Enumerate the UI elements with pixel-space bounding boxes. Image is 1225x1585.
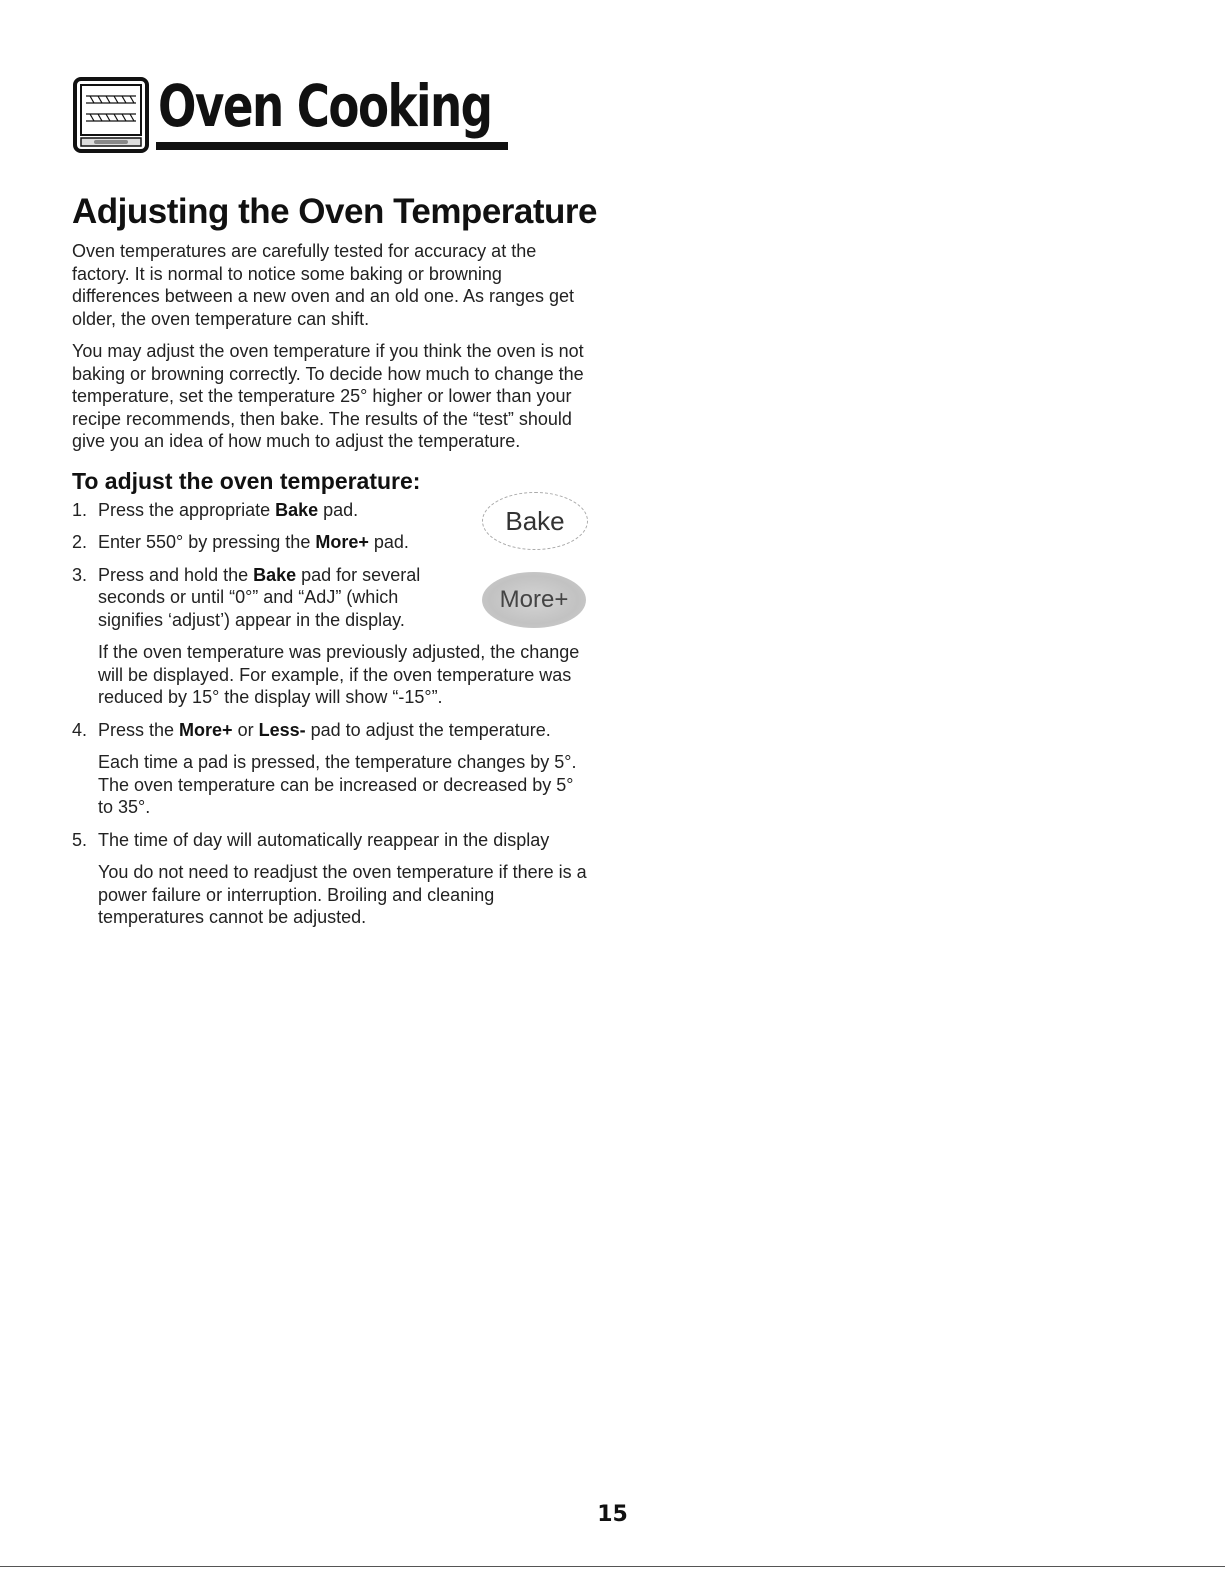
- more-pad: More+: [482, 572, 586, 628]
- step-note: Each time a pad is pressed, the temperature changes by 5°. The oven temperature can be increased or decreased by 5° to 35°.: [98, 752, 577, 817]
- header-title: Oven Cooking: [158, 72, 492, 140]
- intro-paragraph: Oven temperatures are carefully tested for accuracy at the factory. It is normal to notice some baking or browning differences between a new oven and an old one. As ranges get older, the oven temperature can shift.: [72, 241, 575, 329]
- section-title: Adjusting the Oven Temperature: [72, 192, 597, 231]
- main-content: [72, 190, 597, 939]
- bottom-rule: [0, 1566, 1225, 1567]
- step-note: If the oven temperature was previously adjusted, the change will be displayed. For example, if the oven temperature was reduced by 15° the display will show “-15°”.: [98, 642, 580, 707]
- bake-pad: Bake: [482, 492, 588, 550]
- step-item: 5. The time of day will automatically reappear in the display You do not need to readjust the oven temperature if there is a power failure or interruption. Broiling and cleaning temperatures cannot be adjusted.: [72, 829, 592, 929]
- page-number: 15: [597, 1502, 628, 1527]
- bake-keyword: Bake: [253, 564, 297, 585]
- step-note: You do not need to readjust the oven temperature if there is a power failure or interruption. Broiling and cleaning temperatures cannot be adjusted.: [98, 862, 587, 927]
- steps-list: [72, 499, 592, 929]
- step-item: 4. Press the More+ or Less- pad to adjust the temperature. Each time a pad is pressed, the temperature changes by 5°. The oven temperature can be increased or decreased by 5° to 35°.: [72, 719, 592, 819]
- steps-heading: To adjust the oven temperature:: [72, 467, 421, 494]
- intro-paragraph: You may adjust the oven temperature if you think the oven is not baking or browning correctly. To decide how much to change the temperature, set the temperature 25° higher or lower than your recipe recommends, then bake. The results of the “test” should give you an idea of how much to adjust the temperature.: [72, 341, 584, 451]
- oven-icon: [72, 76, 150, 154]
- step-item: 3. Press and hold the Bake pad for several seconds or until “0°” and “AdJ” (which signifies ‘adjust’) appear in the display. If the oven temperature was previously adjusted, the change will be displayed. For example, if the oven temperature was reduced by 15° the display will show “-15°”.: [72, 564, 592, 709]
- more-keyword: More+: [315, 532, 369, 552]
- less-keyword: Less-: [258, 719, 306, 740]
- page-header: [72, 70, 492, 160]
- step-item: 1. Press the appropriate Bake pad.: [72, 499, 359, 520]
- more-keyword: More+: [179, 719, 233, 740]
- bake-keyword: Bake: [275, 499, 319, 520]
- header-rule: [156, 142, 508, 150]
- step-item: 2. Enter 550° by pressing the More+ pad.: [72, 532, 409, 552]
